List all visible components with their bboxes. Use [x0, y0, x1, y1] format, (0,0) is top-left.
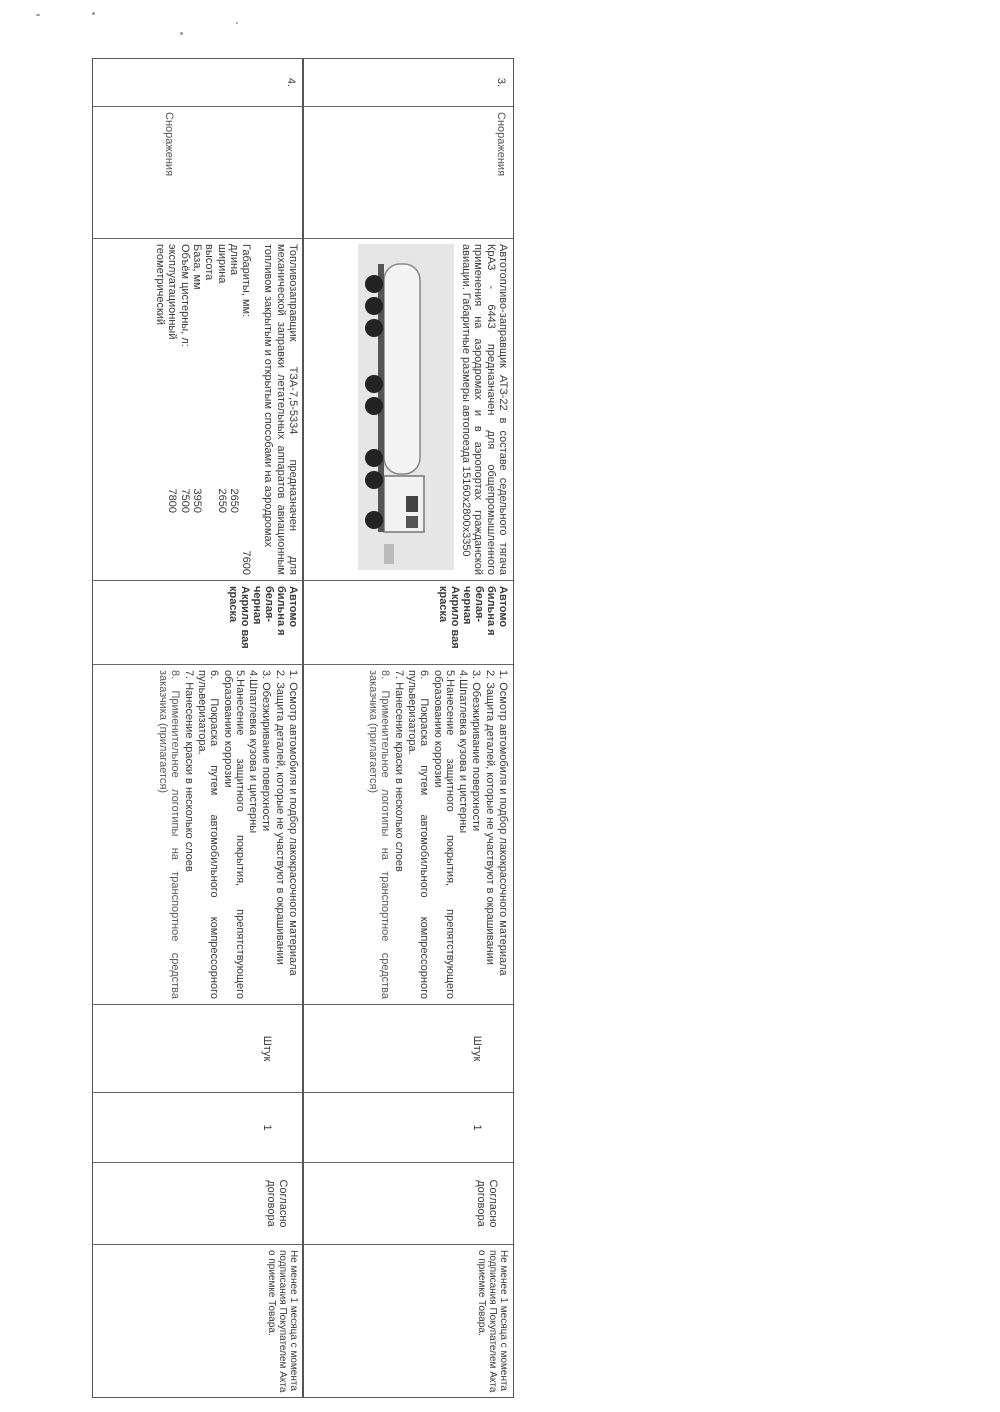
dim-label: высота — [203, 244, 216, 281]
dim-label: База, мм — [190, 244, 203, 290]
description-text: Топливозаправщик ТЗА-7,5-5334 предназначен для механической заправки летательных аппаратов авиационным топливом закрытым и открытым способами на аэродромах — [262, 244, 299, 575]
dim-value: 3950 — [190, 488, 203, 513]
description-text: Автотопливо-заправщик АТЗ-22 в составе седельного тягача КрАЗ - 6443 предназначен для общепромышленного применения на аэродромах и в аэропортах гражданской авиации. Габаритные размеры автопоезда 15160x2800x3350 — [460, 244, 509, 575]
dimensions-block — [154, 244, 252, 575]
description-cell — [303, 239, 513, 581]
operation-item: 8. Применительное логотипы на транспортное средства заказчика (прилагается) — [367, 670, 392, 999]
delivery-term-cell: Согласно договора — [303, 1163, 513, 1245]
operation-item: 3. Обезжиривание поверхности — [470, 670, 483, 832]
dim-row — [154, 244, 166, 575]
operation-item: 7. Нанесение краски в несколько слоев — [182, 670, 195, 872]
item-name-cell — [93, 107, 303, 239]
table-row — [302, 58, 514, 1398]
quantity-cell: 1 — [303, 1093, 513, 1163]
color-cell: Автомо бильна я белая-черная Акрило вая краска — [303, 581, 513, 665]
dimensions-title-row — [240, 244, 252, 575]
dim-label: длина — [227, 244, 240, 276]
operations-list — [303, 665, 513, 1005]
dim-value: 2650 — [215, 488, 228, 513]
dim-row — [191, 244, 203, 575]
warranty-cell: Не менее 1 месяца с момента подписания Покупателем Акта о приемке Товара. — [266, 1250, 299, 1393]
dim-row — [228, 244, 240, 575]
item-name: Сноражения — [495, 112, 507, 177]
operation-item: 7. Нанесение краски в несколько слоев — [392, 670, 405, 872]
warranty-cell: Не менее 1 месяца с момента подписания Покупателем Акта о приемке Товара. — [476, 1250, 509, 1393]
operation-item: 1. Осмотр автомобиля и подбор лакокрасочного материала — [287, 670, 299, 976]
table-row — [92, 58, 304, 1398]
dim-label: геометрический — [154, 244, 167, 326]
description-cell — [93, 239, 303, 581]
dim-row — [178, 244, 190, 575]
operation-item: 5.Нанесение защитного покрытия, препятствующего образованию коррозии — [431, 670, 456, 999]
delivery-term-cell: Согласно договора — [93, 1163, 303, 1245]
quantity-cell: 1 — [93, 1093, 303, 1163]
dim-row — [215, 244, 227, 575]
dim-row — [166, 244, 178, 575]
unit-cell: Штук — [303, 1005, 513, 1093]
dim-value: 2650 — [227, 488, 240, 513]
operation-item: 4.Шпатлевка кузова и цистерны — [457, 670, 470, 834]
dim-label: Объём цистерны, л: — [178, 244, 191, 347]
dim-label: эксплуатационный — [166, 244, 179, 340]
operation-item: 6. Покраска путем автомобильного компрессорного пульверизатора. — [195, 670, 221, 999]
operation-item: 5.Нанесение защитного покрытия, препятствующего образованию коррозии — [221, 670, 246, 999]
dim-row — [203, 244, 215, 575]
operation-item: 1. Осмотр автомобиля и подбор лакокрасочного материала — [497, 670, 509, 976]
operation-item: 8. Применительное логотипы на транспортное средства заказчика (прилагается) — [157, 670, 182, 999]
operation-item: 2. Защита деталей, которые не участвуют в окрашивании — [273, 670, 286, 965]
rotated-spec-table — [94, 58, 514, 1398]
operations-list — [93, 665, 303, 1005]
dim-label: ширина — [215, 244, 228, 284]
operation-item: 6. Покраска путем автомобильного компрессорного пульверизатора. — [405, 670, 431, 999]
operation-item: 2. Защита деталей, которые не участвуют в окрашивании — [483, 670, 496, 965]
dimensions-title: Габариты, мм: — [240, 244, 253, 318]
fuel-tanker-truck-photo — [358, 244, 454, 570]
dim-value: 7600 — [240, 550, 253, 575]
operation-item: 4.Шпатлевка кузова и цистерны — [247, 670, 260, 834]
unit-cell: Штук — [93, 1005, 303, 1093]
row-number: 3. — [303, 59, 513, 107]
item-name-cell — [303, 107, 513, 239]
dim-value: 7500 — [178, 488, 191, 513]
row-number: 4. — [93, 59, 303, 107]
item-name: Сноражения — [163, 112, 175, 177]
operation-item: 3. Обезжиривание поверхности — [260, 670, 273, 832]
color-cell: Автомо бильна я белая-черная Акрило вая краска — [93, 581, 303, 665]
dim-value: 7800 — [166, 488, 179, 513]
